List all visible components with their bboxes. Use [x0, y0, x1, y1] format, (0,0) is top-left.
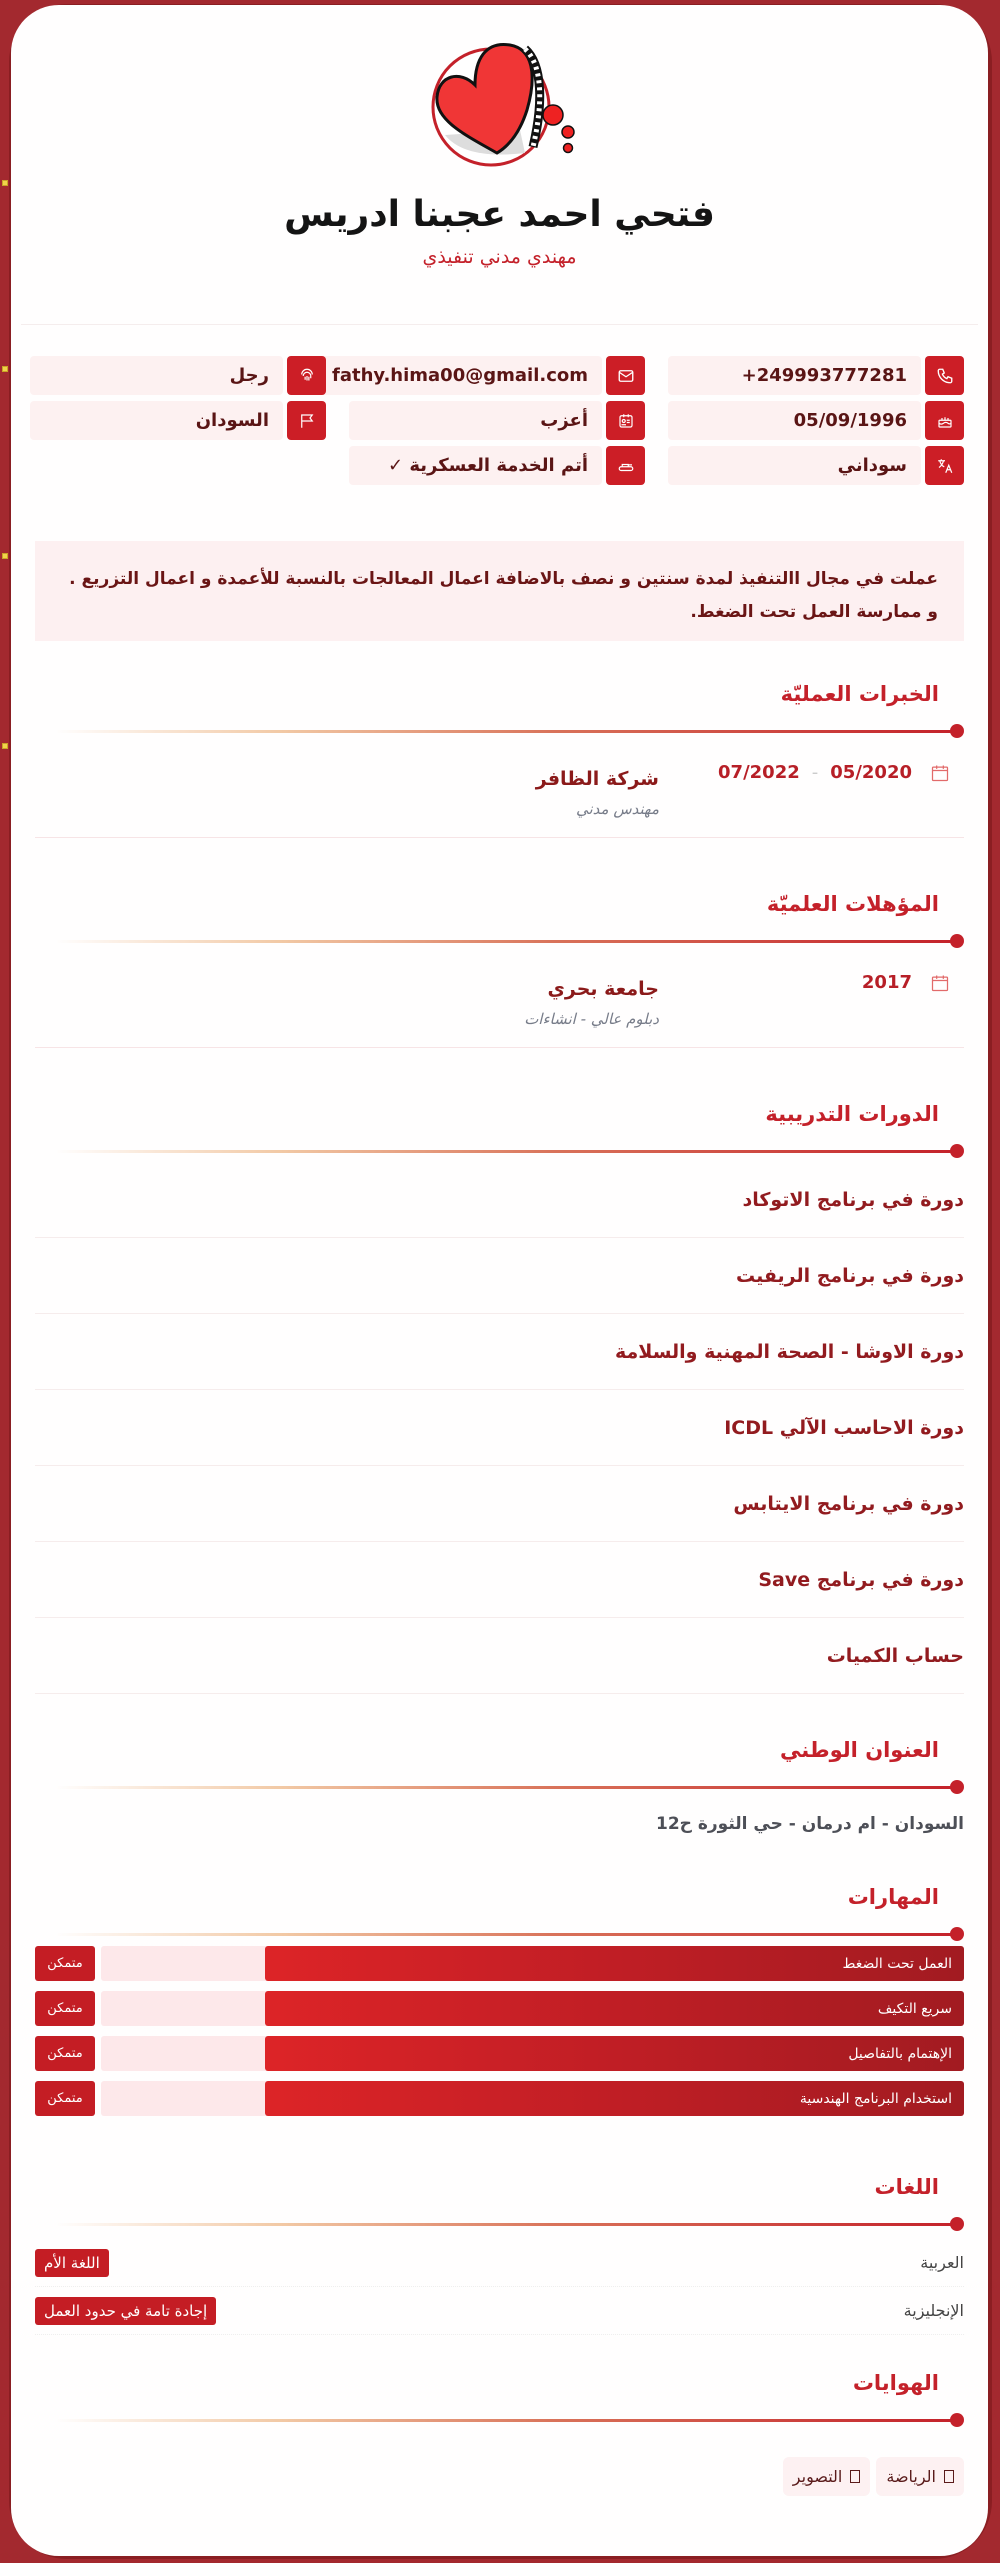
info-country	[30, 401, 326, 440]
language-name: الإنجليزية	[903, 2301, 964, 2320]
missing-glyph-icon	[850, 2470, 860, 2483]
courses-list	[35, 1162, 964, 1694]
hobby-chip	[876, 2457, 964, 2496]
company-name: شركة الظافر	[535, 768, 659, 790]
personal-info-grid	[35, 356, 964, 485]
end-date: 07/2022	[718, 762, 800, 783]
hobby-chip	[783, 2457, 871, 2496]
edge-marker	[2, 366, 8, 372]
degree: دبلوم عالي - انشاءات	[524, 1010, 659, 1028]
skill-progress-track	[101, 1991, 964, 2026]
id-card-icon	[606, 401, 645, 440]
date-separator: -	[811, 762, 819, 783]
experience-section	[35, 682, 964, 838]
languages-list	[35, 2239, 964, 2335]
tank-icon	[606, 446, 645, 485]
language-row	[35, 2287, 964, 2335]
job-title: مهندي مدني تنفيذي	[422, 246, 577, 269]
phone-icon	[925, 356, 964, 395]
section-divider	[35, 724, 964, 738]
missing-glyph-icon	[944, 2470, 954, 2483]
course-item: دورة في برنامج Save	[35, 1542, 964, 1618]
country-value: السودان	[30, 401, 283, 440]
skill-progress-track	[101, 2081, 964, 2116]
hobby-label: التصوير	[792, 2467, 843, 2486]
course-item: حساب الكميات	[35, 1618, 964, 1694]
section-divider	[35, 2217, 964, 2231]
section-title: اللغات	[874, 2175, 939, 2199]
calendar-icon	[930, 973, 950, 993]
info-nationality	[668, 446, 964, 485]
full-name: فتحي احمد عجبنا ادريس	[284, 194, 715, 235]
skill-progress-fill: استخدام البرنامج الهندسية	[265, 2081, 964, 2116]
education-section	[35, 892, 964, 1048]
section-title: الهوايات	[852, 2371, 939, 2395]
cv-header	[21, 5, 978, 325]
edge-marker	[2, 180, 8, 186]
edge-marker	[2, 553, 8, 559]
skill-progress-fill: الإهتمام بالتفاصيل	[265, 2036, 964, 2071]
section-divider	[35, 2413, 964, 2427]
experience-entry	[35, 738, 964, 838]
info-marital	[349, 401, 645, 440]
info-military	[349, 446, 645, 485]
section-title: المهارات	[847, 1885, 939, 1909]
entry-body	[35, 762, 659, 818]
year: 2017	[861, 972, 912, 993]
skill-progress-track	[101, 1946, 964, 1981]
skill-row	[35, 1991, 964, 2026]
skill-row	[35, 2036, 964, 2071]
skill-progress-fill: سريع التكيف	[265, 1991, 964, 2026]
entry-body	[35, 972, 659, 1028]
institution-name: جامعة بحري	[547, 978, 659, 1000]
course-item: دورة الاحاسب الآلي ICDL	[35, 1390, 964, 1466]
section-divider	[35, 1780, 964, 1794]
course-item: دورة في برنامج الايتابس	[35, 1466, 964, 1542]
start-date: 05/2020	[830, 762, 912, 783]
marital-status-value: أعزب	[349, 401, 602, 440]
skill-progress-fill: العمل تحت الضغط	[265, 1946, 964, 1981]
address-value: السودان - ام درمان - حي الثورة ح12	[656, 1814, 964, 1834]
section-title: الدورات التدريبية	[765, 1102, 939, 1126]
info-gender	[30, 356, 326, 395]
address-section	[35, 1738, 964, 1834]
section-divider	[35, 934, 964, 948]
language-name: العربية	[920, 2253, 964, 2272]
calendar-icon	[930, 763, 950, 783]
avatar	[415, 35, 585, 175]
info-phone	[668, 356, 964, 395]
email-value[interactable]: fathy.hima00@gmail.com	[318, 356, 602, 395]
hobbies-section	[35, 2371, 964, 2496]
skill-progress-track	[101, 2036, 964, 2071]
birthdate-value: 05/09/1996	[668, 401, 921, 440]
section-title: المؤهلات العلميّة	[766, 892, 939, 916]
cake-icon	[925, 401, 964, 440]
course-item: دورة في برنامج الريفيت	[35, 1238, 964, 1314]
edge-marker	[2, 743, 8, 749]
skill-row	[35, 1946, 964, 1981]
gender-value: رجل	[30, 356, 283, 395]
course-item: دورة في برنامج الاتوكاد	[35, 1162, 964, 1238]
education-entry	[35, 948, 964, 1048]
skill-level-badge: متمكن	[35, 2036, 95, 2071]
phone-value[interactable]: +249993777281	[668, 356, 921, 395]
skill-level-badge: متمكن	[35, 1991, 95, 2026]
role: مهندس مدني	[575, 800, 659, 818]
section-title: العنوان الوطني	[780, 1738, 939, 1762]
date-range	[659, 972, 964, 993]
profile-summary: عملت في مجال االتنفيذ لمدة سنتين و نصف بالاضافة اعمال المعالجات بالنسبة للأعمدة و اعمال التزريع . و ممارسة العمل تحت الضغط.	[35, 541, 964, 641]
hobbies-list	[35, 2457, 964, 2496]
military-service-value: أتم الخدمة العسكرية ✓	[349, 446, 602, 485]
course-item: دورة الاوشا - الصحة المهنية والسلامة	[35, 1314, 964, 1390]
skills-list	[35, 1946, 964, 2116]
skill-level-badge: متمكن	[35, 2081, 95, 2116]
section-title: الخبرات العمليّة	[780, 682, 939, 706]
language-level-badge: اللغة الأم	[35, 2249, 109, 2277]
nationality-value: سوداني	[668, 446, 921, 485]
skill-level-badge: متمكن	[35, 1946, 95, 1981]
courses-section	[35, 1102, 964, 1694]
date-range	[659, 762, 964, 783]
languages-section	[35, 2175, 964, 2335]
skills-section	[35, 1885, 964, 2126]
heart-film-logo-icon	[415, 35, 585, 175]
mail-icon	[606, 356, 645, 395]
hobby-label: الرياضة	[886, 2467, 936, 2486]
info-birthdate	[668, 401, 964, 440]
skill-row	[35, 2081, 964, 2116]
flag-icon	[287, 401, 326, 440]
cv-page	[11, 5, 988, 2556]
section-divider	[35, 1927, 964, 1941]
info-email	[331, 356, 645, 395]
language-row	[35, 2239, 964, 2287]
section-divider	[35, 1144, 964, 1158]
fingerprint-icon	[287, 356, 326, 395]
language-level-badge: إجادة تامة في حدود العمل	[35, 2297, 216, 2325]
translate-icon	[925, 446, 964, 485]
